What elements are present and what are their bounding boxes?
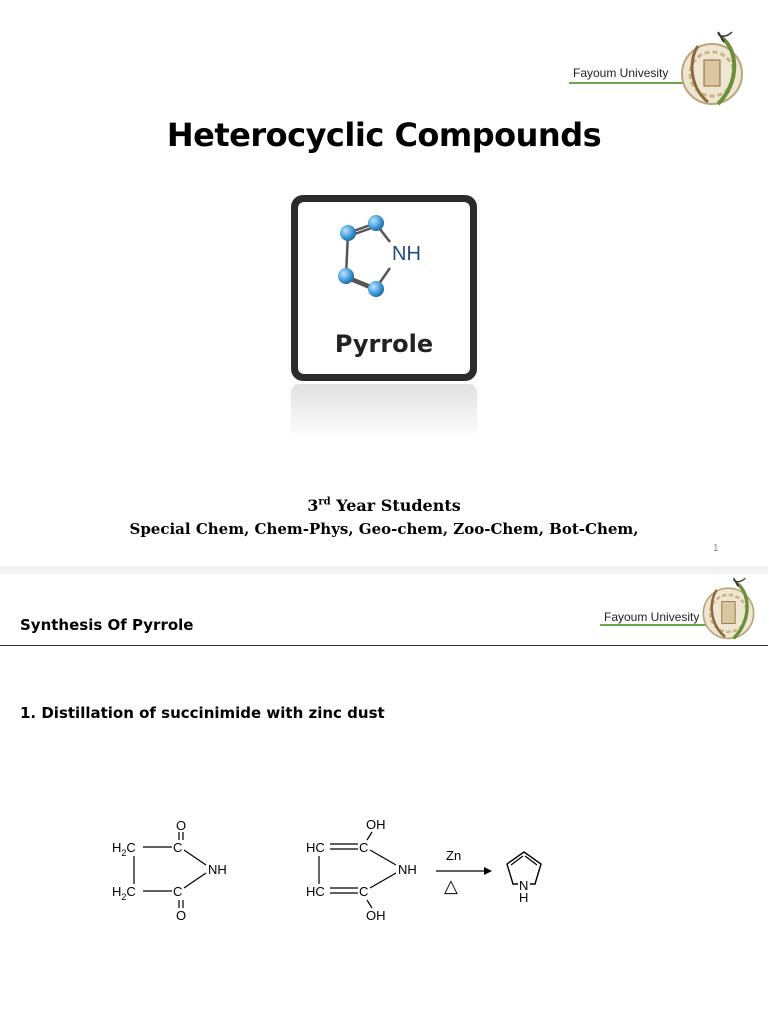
hc-bottom-label: HC	[306, 884, 325, 899]
year-number: 3	[307, 496, 319, 515]
courses-line: Special Chem, Chem-Phys, Geo-chem, Zoo-Chem, Bot-Chem,	[129, 520, 639, 538]
oxygen-top: O	[176, 818, 187, 833]
university-name: Fayoum Univesity	[573, 66, 669, 80]
slide-title: Heterocyclic Compounds	[166, 116, 602, 154]
reaction-scheme	[100, 810, 560, 930]
pyrrole-n-label: N	[519, 878, 529, 893]
h2c-bottom-label: $H_2C$	[112, 884, 136, 902]
pyrrole-molecule-icon	[328, 208, 438, 308]
nh-label: NH	[208, 862, 227, 877]
hydroxyl-top: OH	[366, 817, 386, 832]
enol-c-top: C	[359, 840, 369, 855]
title-rule	[0, 645, 768, 646]
step-heading: 1. Distillation of succinimide with zinc dust	[20, 704, 385, 722]
hc-top-label: HC	[306, 840, 325, 855]
h2c-top-label: $H_2C$	[112, 840, 136, 858]
reagent-label: Zn	[446, 848, 462, 863]
pyrrole-h-label: H	[519, 890, 529, 905]
card-reflection	[291, 384, 477, 440]
university-underline	[569, 82, 694, 84]
nh-label: NH	[398, 862, 417, 877]
university-logo	[678, 30, 752, 110]
university-name: Fayoum Univesity	[604, 610, 700, 624]
enol-c-bottom: C	[359, 884, 369, 899]
slide-2	[0, 574, 768, 1024]
audience-line	[0, 496, 768, 515]
year-ordinal: rd	[318, 496, 331, 508]
university-logo	[700, 576, 762, 644]
dihydroxy-pyrrole-structure	[306, 817, 417, 923]
pyrrole-card	[291, 195, 477, 381]
nh-label: NH	[392, 243, 421, 265]
carbonyl-c-top: C	[173, 840, 183, 855]
pyrrole-caption: Pyrrole	[334, 330, 434, 358]
oxygen-bottom: O	[176, 908, 187, 923]
carbonyl-c-bottom: C	[173, 884, 183, 899]
slide-divider	[0, 566, 768, 574]
university-underline	[600, 624, 708, 626]
reaction-arrow	[436, 848, 492, 897]
students-text: Year Students	[330, 496, 461, 515]
slide-title: Synthesis Of Pyrrole	[20, 616, 194, 634]
hydroxyl-bottom: OH	[366, 908, 386, 923]
succinimide-structure	[112, 818, 227, 923]
pyrrole-product-structure	[507, 852, 541, 905]
page-number: 1	[713, 543, 719, 554]
heat-symbol: △	[444, 876, 458, 897]
